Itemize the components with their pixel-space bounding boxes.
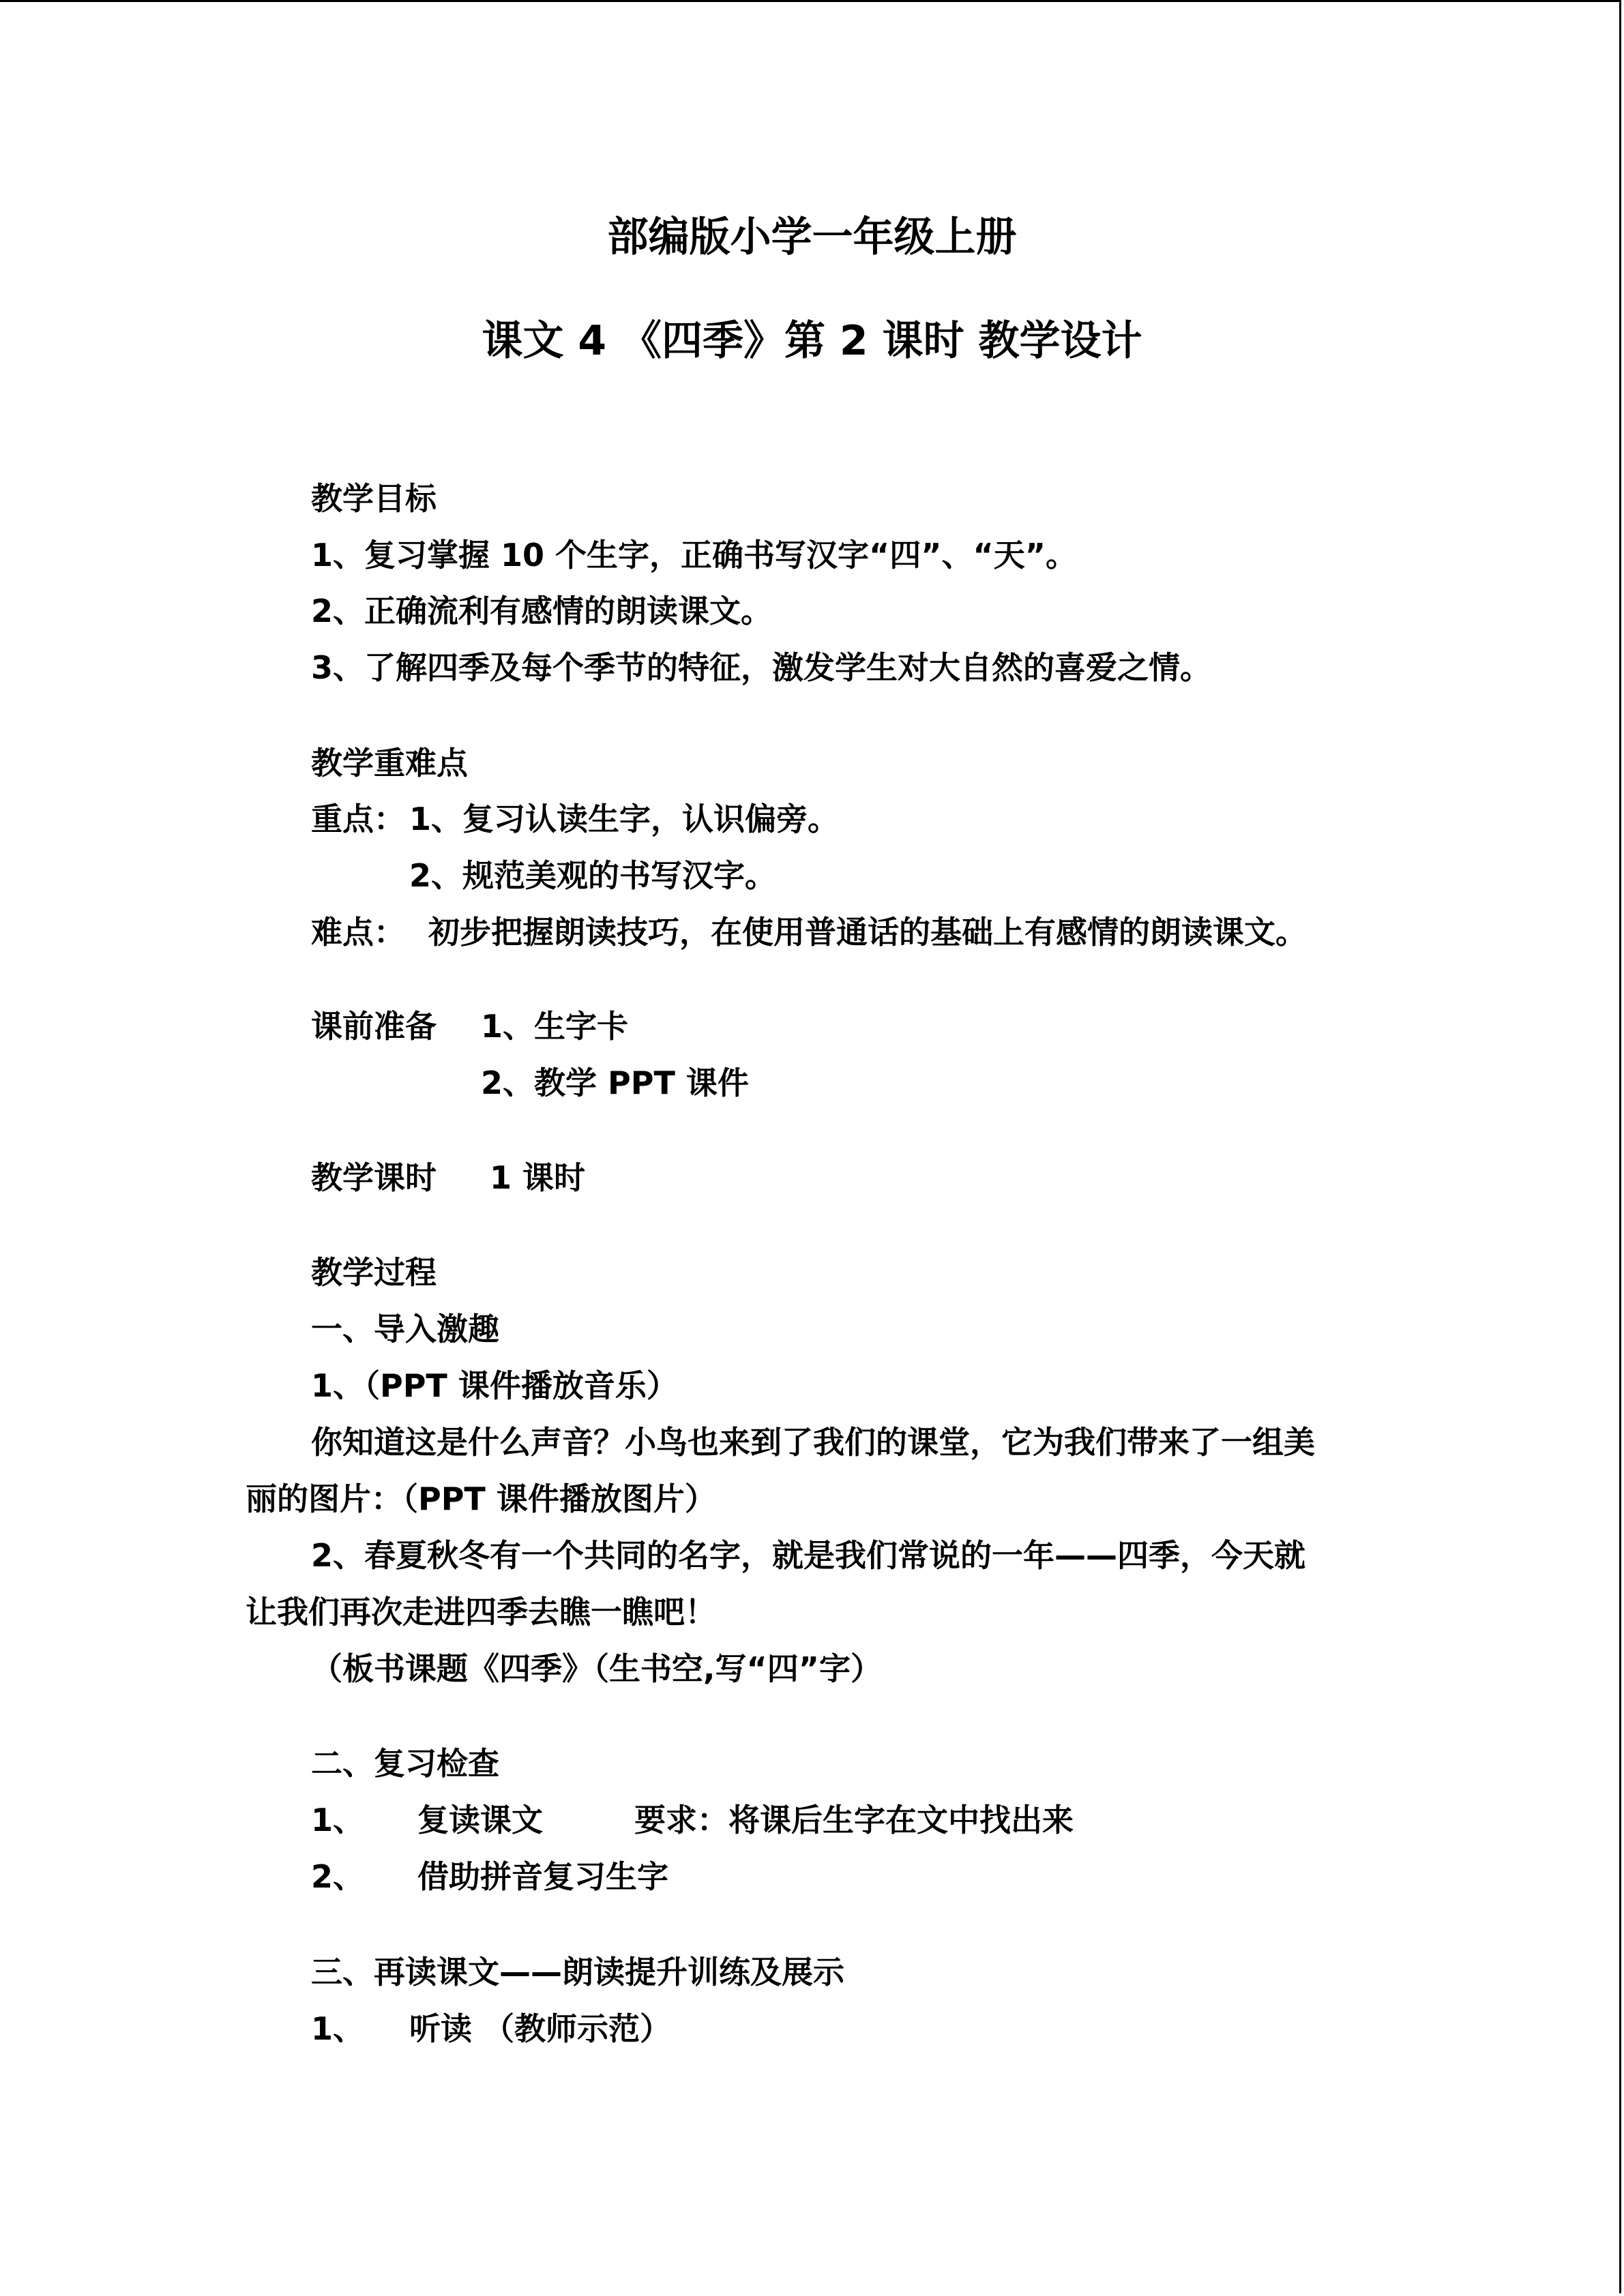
document-title: 部编版小学一年级上册 — [607, 213, 1017, 261]
paragraph-line: 2、春夏秋冬有一个共同的名字，就是我们常说的一年——四季，今天就 — [311, 1537, 1306, 1574]
list-item: 借助拼音复习生字 — [417, 1858, 668, 1895]
key-points-heading: 教学重难点 — [311, 745, 468, 781]
preparation-label: 课前准备 — [311, 1008, 437, 1045]
objective-item: 2、正确流利有感情的朗读课文。 — [311, 593, 773, 629]
preparation-item: 1、生字卡 — [481, 1008, 629, 1045]
hours-value: 1 课时 — [490, 1159, 586, 1196]
paragraph-line: 让我们再次走进四季去瞧一瞧吧！ — [246, 1594, 716, 1630]
paragraph-line: 丽的图片：（PPT 课件播放图片） — [246, 1480, 716, 1517]
section-heading: 三、再读课文——朗读提升训练及展示 — [311, 1954, 844, 1991]
objectives-heading: 教学目标 — [311, 480, 437, 517]
paragraph-line: 你知道这是什么声音？小鸟也来到了我们的课堂，它为我们带来了一组美 — [311, 1424, 1315, 1461]
preparation-item: 2、教学 PPT 课件 — [481, 1064, 749, 1101]
difficulty-text: 初步把握朗读技巧，在使用普通话的基础上有感情的朗读课文。 — [428, 914, 1307, 951]
list-item: 复读课文 — [417, 1802, 543, 1838]
objective-item: 3、了解四季及每个季节的特征，激发学生对大自然的喜爱之情。 — [311, 649, 1212, 686]
list-number: 1、 — [311, 2010, 365, 2047]
key-label: 重点： — [311, 801, 405, 837]
section-step: 1、（PPT 课件播放音乐） — [311, 1367, 678, 1404]
key-item: 2、规范美观的书写汉字。 — [409, 857, 777, 894]
list-item: 听读 （教师示范） — [409, 2010, 672, 2047]
section-heading: 一、导入激趣 — [311, 1311, 499, 1347]
document-subtitle: 课文 4 《四季》第 2 课时 教学设计 — [482, 317, 1142, 365]
list-number: 2、 — [311, 1858, 365, 1895]
board-note: （板书课题《四季》（生书空,写“四”字） — [311, 1650, 882, 1687]
list-number: 1、 — [311, 1802, 365, 1838]
objective-item: 1、复习掌握 10 个生字，正确书写汉字“四”、“天”。 — [311, 537, 1077, 573]
hours-label: 教学课时 — [311, 1159, 437, 1196]
process-heading: 教学过程 — [311, 1254, 437, 1291]
difficulty-label: 难点： — [311, 914, 405, 951]
section-heading: 二、复习检查 — [311, 1745, 499, 1782]
requirement-text: 要求：将课后生字在文中找出来 — [634, 1802, 1074, 1838]
key-item: 1、复习认读生字，认识偏旁。 — [409, 801, 840, 837]
